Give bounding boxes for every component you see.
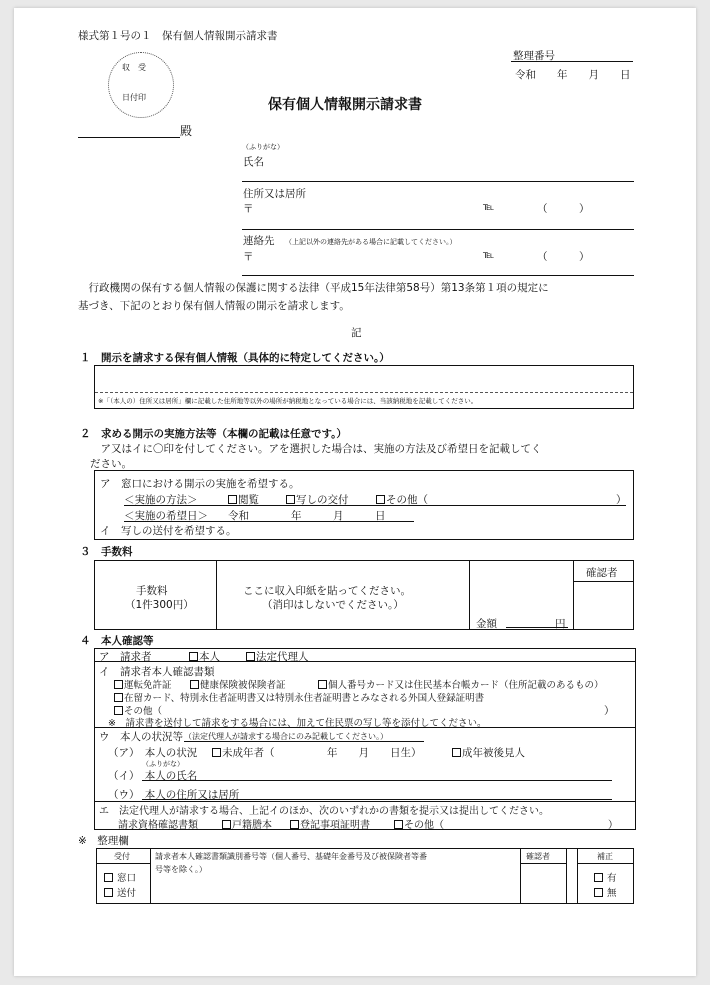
section-1-heading: １ 開示を請求する保有個人情報（具体的に特定してください。） [80,352,390,364]
date-label: ＜実施の希望日＞ [124,510,208,522]
name-furigana: （ふりがな） [242,143,284,151]
amount-field[interactable] [506,627,568,628]
principal-address-field[interactable] [142,799,612,800]
id-mail-note: ※ 請求書を送付して請求をする場合には、加えて住民票の写し等を添付してください。 [108,718,487,729]
section-2-heading: ２ 求める開示の実施方法等（本欄の記載は任意です。） [80,428,347,440]
id-health-insurance[interactable]: 健康保険被保険者証 [190,677,286,691]
seiri-number-label: 整理番号 [513,50,555,62]
checker-label: 確認者 [586,567,618,579]
request-form-page [14,8,696,976]
section-3-heading: ３ 手数料 [80,546,133,558]
option-i-mail[interactable]: イ 写しの送付を希望する。 [100,525,237,537]
checkbox-icon[interactable] [452,748,461,757]
legal-rep-docs-label: エ 法定代理人が請求する場合、上記イのほか、次のいずれかの書類を提示又は提出してください。 [99,806,549,817]
checkbox-icon[interactable] [594,888,603,897]
method-option-other[interactable]: その他（ [376,492,428,507]
principal-name-label: （イ） 本人の氏名 [108,770,198,782]
fee-label: 手数料 [136,585,168,597]
checkbox-icon[interactable] [286,495,295,504]
admin-col-correction: 補正 [597,852,613,861]
method-label: ＜実施の方法＞ [124,494,198,506]
checkbox-icon[interactable] [114,680,123,689]
id-docs-label: イ 請求者本人確認書類 [99,666,215,678]
stamp-instruction: ここに収入印紙を貼ってください。 [243,585,411,597]
section-2-desc-2: ださい。 [90,458,132,470]
admin-col-id-number-1: 請求者本人確認書類識別番号等（個人番号、基礎年金番号及び被保険者等番 [155,852,427,861]
checkbox-icon[interactable] [104,888,113,897]
stamp-no-cancel: （消印はしないでください。） [262,599,404,611]
name-field[interactable] [242,181,634,182]
contact-label: 連絡先 [243,235,275,247]
doc-other-close: ） [608,820,618,831]
checkbox-icon[interactable] [114,706,123,715]
ki-label: 記 [351,327,362,339]
name-label: 氏名 [243,156,264,168]
intro-line-2: 基づき、下記のとおり保有個人情報の開示を請求します。 [78,300,350,312]
option-a-window[interactable]: ア 窓口における開示の実施を希望する。 [100,478,300,490]
admin-section-heading: ※ 整理欄 [78,835,129,847]
checkbox-icon[interactable] [594,873,603,882]
form-number: 様式第１号の１ 保有個人情報開示請求書 [78,30,278,42]
eligibility-docs-label: 請求資格確認書類 [118,820,198,831]
section-1-note: ※「（本人の）住所又は居所」欄に記載した住所地等以外の場所が納税地となっている場合には、当該納税地を記載してください。 [98,397,478,405]
contact-note: （上記以外の連絡先がある場合に記載してください。） [285,238,457,246]
checkbox-icon[interactable] [114,693,123,702]
requester-label: ア 請求者 [99,651,152,663]
checkbox-icon[interactable] [228,495,237,504]
checkbox-icon[interactable] [290,820,299,829]
date-value[interactable]: 令和 年 月 日 [228,510,386,522]
checkbox-icon[interactable] [318,680,327,689]
fee-amount-note: （1件300円） [125,599,194,611]
yen-label: 円 [555,618,566,630]
addressee-suffix: 殿 [180,124,193,138]
status-minor[interactable]: 未成年者（ 年 月 日生） [212,745,422,760]
stamp-label-bottom: 日付印 [122,93,146,102]
address-label: 住所又は居所 [243,188,306,200]
stamp-label-top: 収 受 [122,63,146,72]
checkbox-icon[interactable] [212,748,221,757]
checkbox-icon[interactable] [246,652,255,661]
doc-registry-certificate[interactable]: 登記事項証明書 [290,816,370,831]
id-other-close: ） [604,705,615,717]
correction-yes[interactable]: 有 [594,870,617,884]
checkbox-icon[interactable] [104,873,113,882]
status-note: （法定代理人が請求する場合にのみ記載してください。） [184,732,388,741]
requester-self[interactable]: 本人 [189,649,220,664]
id-mynumber-card[interactable]: 個人番号カード又は住民基本台帳カード（住所記載のあるもの） [318,677,604,691]
contact-postal-mark: 〒 [243,251,254,263]
checkbox-icon[interactable] [190,680,199,689]
principal-name-furigana: （ふりがな） [142,760,184,768]
requester-legal-rep[interactable]: 法定代理人 [246,649,309,664]
status-adult-ward[interactable]: 成年被後見人 [452,745,525,760]
principal-name-field[interactable] [142,780,612,781]
checkbox-icon[interactable] [376,495,385,504]
amount-label: 金額 [476,618,497,630]
principal-status-label: （ア） 本人の状況 [108,747,198,759]
reception-mail[interactable]: 送付 [104,885,136,899]
doc-family-register[interactable]: 戸籍謄本 [222,816,272,831]
contact-field[interactable] [242,275,634,276]
tel-paren: （ ） [537,203,590,215]
tel-label: ℡ [483,201,495,213]
contact-tel-paren: （ ） [537,251,590,263]
request-date: 令和 年 月 日 [515,69,631,81]
section-2-desc-1: ア又はイに〇印を付してください。アを選択した場合は、実施の方法及び希望日を記載してく [90,443,542,455]
principal-address-label: （ウ） 本人の住所又は居所 [108,789,240,801]
method-close-paren: ） [616,494,627,506]
section-4-heading: ４ 本人確認等 [80,635,154,647]
admin-col-checker: 確認者 [526,852,550,861]
admin-col-reception: 受付 [114,852,130,861]
id-drivers-license[interactable]: 運転免許証 [114,677,172,691]
method-option-copy[interactable]: 写しの交付 [286,492,349,507]
id-residence-card[interactable]: 在留カード、特別永住者証明書又は特別永住者証明書とみなされる外国人登録証明書 [114,690,484,704]
id-other[interactable]: その他（ [114,703,162,717]
status-label: ウ 本人の状況等 [99,731,183,743]
form-title: 保有個人情報開示請求書 [268,97,422,113]
checkbox-icon[interactable] [189,652,198,661]
reception-window[interactable]: 窓口 [104,870,136,884]
intro-line-1: 行政機関の保有する個人情報の保護に関する法律（平成15年法律第58号）第13条第１項の規定に [78,282,549,294]
checkbox-icon[interactable] [222,820,231,829]
correction-no[interactable]: 無 [594,885,617,899]
admin-col-id-number-2: 号等を除く。） [155,865,207,874]
doc-other[interactable]: その他（ [394,816,444,831]
method-option-view[interactable]: 閲覧 [228,492,259,507]
addressee-line [78,137,180,138]
postal-mark: 〒 [243,203,254,215]
checkbox-icon[interactable] [394,820,403,829]
contact-tel-label: ℡ [483,249,495,261]
address-field[interactable] [242,229,634,230]
